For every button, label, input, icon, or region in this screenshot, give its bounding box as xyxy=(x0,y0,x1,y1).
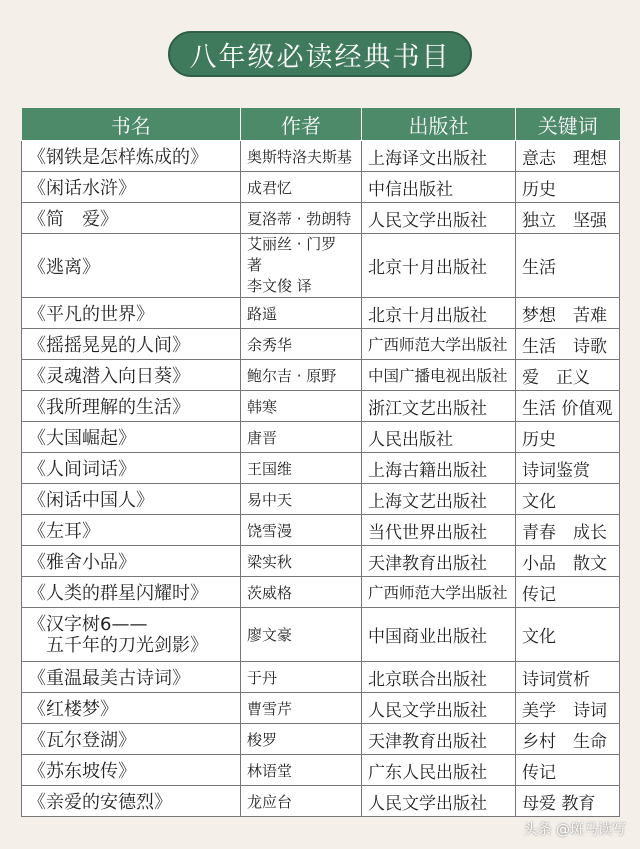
book-title-line: 《汉字树6—— xyxy=(28,613,148,635)
cell-author xyxy=(241,724,362,755)
cell-author xyxy=(241,329,362,360)
cell-book-title xyxy=(22,234,241,298)
cell-author xyxy=(241,662,362,693)
cell-publisher: 北京十月出版社 xyxy=(362,298,516,329)
cell-keywords: 诗词赏析 xyxy=(516,662,620,693)
cell-keywords: 青春 成长 xyxy=(516,515,620,546)
cell-author xyxy=(241,484,362,515)
book-title-line: 《灵魂潜入向日葵》 xyxy=(28,366,190,387)
table-row xyxy=(22,724,620,755)
table-row xyxy=(22,360,620,391)
cell-keywords: 传记 xyxy=(516,755,620,786)
author-line: 鲍尔吉 · 原野 xyxy=(247,366,337,385)
book-title-line: 《瓦尔登湖》 xyxy=(28,730,136,751)
author-line: 茨威格 xyxy=(247,583,293,602)
author-line: 饶雪漫 xyxy=(247,521,293,540)
cell-publisher: 广西师范大学出版社 xyxy=(362,329,516,360)
author-line: 余秀华 xyxy=(247,335,293,354)
author-line: 李文俊 译 xyxy=(247,277,312,295)
cell-keywords: 小品 散文 xyxy=(516,546,620,577)
table-row xyxy=(22,329,620,360)
book-title-line: 《逃离》 xyxy=(28,256,100,278)
cell-keywords: 历史 xyxy=(516,422,620,453)
cell-author xyxy=(241,203,362,234)
cell-author xyxy=(241,453,362,484)
header-publisher: 出版社 xyxy=(362,108,516,141)
table-row xyxy=(22,484,620,515)
cell-book-title xyxy=(22,755,241,786)
cell-keywords: 生活 诗歌 xyxy=(516,329,620,360)
cell-book-title xyxy=(22,546,241,577)
book-title-line: 《重温最美古诗词》 xyxy=(28,668,190,689)
header-keywords: 关键词 xyxy=(516,108,620,141)
cell-book-title xyxy=(22,141,241,172)
book-title-line: 《亲爱的安德烈》 xyxy=(28,792,172,813)
author-line: 唐晋 xyxy=(247,428,278,447)
cell-book-title xyxy=(22,453,241,484)
book-title-line: 《左耳》 xyxy=(28,521,100,542)
cell-author xyxy=(241,786,362,817)
book-title-line: 《雅舍小品》 xyxy=(28,552,136,573)
cell-author xyxy=(241,546,362,577)
cell-author xyxy=(241,422,362,453)
cell-publisher: 中国商业出版社 xyxy=(362,608,516,662)
author-line: 易中天 xyxy=(247,490,293,509)
author-line: 夏洛蒂 · 勃朗特 xyxy=(247,209,352,228)
book-title-line: 《平凡的世界》 xyxy=(28,304,154,325)
cell-book-title xyxy=(22,484,241,515)
cell-publisher: 天津教育出版社 xyxy=(362,724,516,755)
book-title-line: 《我所理解的生活》 xyxy=(28,397,190,418)
table-row xyxy=(22,234,620,298)
cell-book-title xyxy=(22,608,241,662)
cell-publisher: 中信出版社 xyxy=(362,172,516,203)
cell-keywords: 生活 xyxy=(516,234,620,298)
author-line: 成君忆 xyxy=(247,178,293,197)
cell-keywords: 乡村 生命 xyxy=(516,724,620,755)
watermark: 头条 @斑马读写 xyxy=(523,822,626,838)
cell-book-title xyxy=(22,577,241,608)
author-line: 韩寒 xyxy=(247,397,278,416)
cell-publisher: 天津教育出版社 xyxy=(362,546,516,577)
author-line: 曹雪芹 xyxy=(247,699,293,718)
cell-book-title xyxy=(22,391,241,422)
table-row xyxy=(22,453,620,484)
book-title-line: 《苏东坡传》 xyxy=(28,761,136,782)
cell-book-title xyxy=(22,203,241,234)
book-title-line: 《人类的群星闪耀时》 xyxy=(28,583,208,604)
table-row xyxy=(22,755,620,786)
author-line: 林语堂 xyxy=(247,761,293,780)
table-row xyxy=(22,141,620,172)
table-header-row xyxy=(22,108,620,141)
cell-book-title xyxy=(22,724,241,755)
author-line: 梭罗 xyxy=(247,730,278,749)
table-row xyxy=(22,391,620,422)
table-row xyxy=(22,693,620,724)
cell-publisher: 人民文学出版社 xyxy=(362,203,516,234)
book-title-line: 五千年的刀光剑影》 xyxy=(28,634,208,656)
cell-author xyxy=(241,577,362,608)
cell-keywords: 文化 xyxy=(516,608,620,662)
book-title-line: 《简 爱》 xyxy=(28,209,118,230)
cell-author xyxy=(241,755,362,786)
cell-publisher: 人民文学出版社 xyxy=(362,786,516,817)
table-row xyxy=(22,577,620,608)
cell-publisher: 浙江文艺出版社 xyxy=(362,391,516,422)
cell-keywords: 美学 诗词 xyxy=(516,693,620,724)
cell-publisher: 中国广播电视出版社 xyxy=(362,360,516,391)
table-row xyxy=(22,786,620,817)
table-row xyxy=(22,422,620,453)
cell-book-title xyxy=(22,515,241,546)
book-list-table xyxy=(21,108,619,817)
author-line: 王国维 xyxy=(247,459,293,478)
book-title-line: 《摇摇晃晃的人间》 xyxy=(28,335,190,356)
book-title-line: 《大国崛起》 xyxy=(28,428,136,449)
cell-publisher: 广东人民出版社 xyxy=(362,755,516,786)
book-title-line: 《闲话水浒》 xyxy=(28,178,136,199)
table-row xyxy=(22,203,620,234)
author-line: 龙应台 xyxy=(247,792,293,811)
table-row xyxy=(22,608,620,662)
author-line: 梁实秋 xyxy=(247,552,293,571)
cell-book-title xyxy=(22,693,241,724)
book-title-line: 《闲话中国人》 xyxy=(28,490,154,511)
cell-publisher: 当代世界出版社 xyxy=(362,515,516,546)
cell-book-title xyxy=(22,298,241,329)
cell-keywords: 传记 xyxy=(516,577,620,608)
table-row xyxy=(22,662,620,693)
author-line: 于丹 xyxy=(247,668,278,687)
author-line: 廖文豪 xyxy=(247,626,293,644)
author-line: 艾丽丝 · 门罗 著 xyxy=(247,235,337,274)
cell-publisher: 北京联合出版社 xyxy=(362,662,516,693)
cell-author xyxy=(241,234,362,298)
cell-book-title xyxy=(22,422,241,453)
cell-book-title xyxy=(22,786,241,817)
table-row xyxy=(22,515,620,546)
cell-author xyxy=(241,608,362,662)
cell-publisher: 广西师范大学出版社 xyxy=(362,577,516,608)
cell-author xyxy=(241,391,362,422)
table-row xyxy=(22,172,620,203)
cell-book-title xyxy=(22,360,241,391)
cell-keywords: 历史 xyxy=(516,172,620,203)
cell-keywords: 母爱 教育 xyxy=(516,786,620,817)
cell-keywords: 梦想 苦难 xyxy=(516,298,620,329)
cell-publisher: 上海译文出版社 xyxy=(362,141,516,172)
cell-keywords: 文化 xyxy=(516,484,620,515)
header-author: 作者 xyxy=(241,108,362,141)
cell-publisher: 人民出版社 xyxy=(362,422,516,453)
cell-author xyxy=(241,172,362,203)
cell-publisher: 北京十月出版社 xyxy=(362,234,516,298)
cell-keywords: 意志 理想 xyxy=(516,141,620,172)
cell-publisher: 上海古籍出版社 xyxy=(362,453,516,484)
cell-book-title xyxy=(22,172,241,203)
cell-keywords: 生活 价值观 xyxy=(516,391,620,422)
page-title: 八年级必读经典书目 xyxy=(168,31,472,77)
header-book: 书名 xyxy=(22,108,241,141)
author-line: 路遥 xyxy=(247,304,278,323)
book-title-line: 《钢铁是怎样炼成的》 xyxy=(28,147,208,168)
cell-author xyxy=(241,693,362,724)
cell-keywords: 爱 正义 xyxy=(516,360,620,391)
cell-publisher: 人民文学出版社 xyxy=(362,693,516,724)
cell-author xyxy=(241,515,362,546)
cell-book-title xyxy=(22,329,241,360)
cell-publisher: 上海文艺出版社 xyxy=(362,484,516,515)
table-row xyxy=(22,298,620,329)
cell-book-title xyxy=(22,662,241,693)
table-row xyxy=(22,546,620,577)
book-title-line: 《人间词话》 xyxy=(28,459,136,480)
cell-keywords: 独立 坚强 xyxy=(516,203,620,234)
book-title-line: 《红楼梦》 xyxy=(28,699,118,720)
cell-author xyxy=(241,298,362,329)
cell-author xyxy=(241,360,362,391)
cell-keywords: 诗词鉴赏 xyxy=(516,453,620,484)
cell-author xyxy=(241,141,362,172)
author-line: 奥斯特洛夫斯基 xyxy=(247,147,353,166)
